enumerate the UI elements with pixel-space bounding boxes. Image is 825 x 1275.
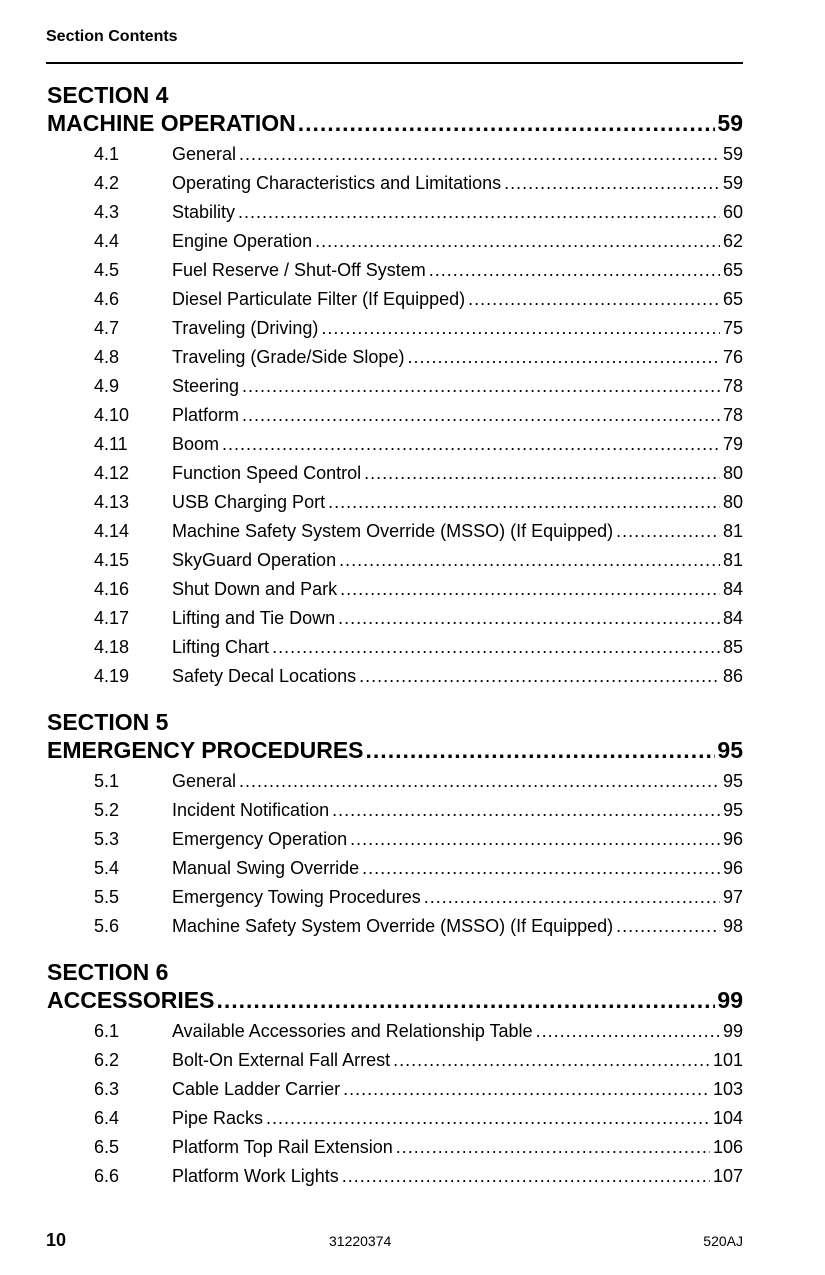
toc-entry[interactable] <box>47 829 743 858</box>
entry-title: Pipe Racks <box>172 1108 264 1128</box>
entry-page-number: 99 <box>722 1021 743 1041</box>
table-of-contents <box>47 82 743 1195</box>
entry-page-number: 81 <box>722 521 743 541</box>
entry-title: Lifting Chart <box>172 637 270 657</box>
entry-number: 4.6 <box>94 289 120 309</box>
entry-page-number: 59 <box>722 173 743 193</box>
dot-leader <box>272 637 720 658</box>
toc-entry[interactable] <box>47 347 743 376</box>
entry-number: 4.15 <box>94 550 130 570</box>
toc-entry[interactable] <box>47 318 743 347</box>
toc-entry[interactable] <box>47 405 743 434</box>
entry-number: 5.3 <box>94 829 120 849</box>
entry-title: Operating Characteristics and Limitations <box>172 173 502 193</box>
page-number: 10 <box>46 1230 67 1250</box>
entry-number: 5.1 <box>94 771 120 791</box>
section-spacer <box>47 945 743 959</box>
section-number-label: SECTION 6 <box>47 959 169 985</box>
toc-entry[interactable] <box>47 173 743 202</box>
toc-section <box>47 959 743 1195</box>
dot-leader <box>340 579 720 600</box>
entry-page-number: 75 <box>722 318 743 338</box>
dot-leader <box>343 1079 710 1100</box>
toc-entry[interactable] <box>47 579 743 608</box>
entry-page-number: 60 <box>722 202 743 222</box>
dot-leader <box>396 1137 710 1158</box>
entry-page-number: 76 <box>722 347 743 367</box>
entry-page-number: 98 <box>722 916 743 936</box>
entry-number: 4.9 <box>94 376 120 396</box>
section-page-number: 59 <box>717 110 743 136</box>
entry-number: 4.5 <box>94 260 120 280</box>
entry-page-number: 59 <box>722 144 743 164</box>
toc-entry[interactable] <box>47 1108 743 1137</box>
entry-title: Emergency Towing Procedures <box>172 887 421 907</box>
entry-number: 6.4 <box>94 1108 120 1128</box>
entry-page-number: 65 <box>722 260 743 280</box>
toc-entry[interactable] <box>47 1137 743 1166</box>
toc-section <box>47 709 743 945</box>
entry-number: 4.10 <box>94 405 130 425</box>
dot-leader <box>424 887 720 908</box>
toc-entry[interactable] <box>47 144 743 173</box>
entry-page-number: 103 <box>712 1079 743 1099</box>
toc-entry[interactable] <box>47 1166 743 1195</box>
dot-leader <box>364 463 720 484</box>
toc-entry[interactable] <box>47 1050 743 1079</box>
header-rule <box>46 62 743 64</box>
section-page-number: 99 <box>717 987 743 1013</box>
toc-entry[interactable] <box>47 434 743 463</box>
dot-leader <box>222 434 720 455</box>
dot-leader <box>342 1166 710 1187</box>
dot-leader <box>536 1021 720 1042</box>
entry-title: Cable Ladder Carrier <box>172 1079 341 1099</box>
entry-number: 5.2 <box>94 800 120 820</box>
entry-page-number: 104 <box>712 1108 743 1128</box>
entry-page-number: 96 <box>722 858 743 878</box>
dot-leader <box>616 916 720 937</box>
entry-number: 4.11 <box>94 434 128 454</box>
entry-title: Incident Notification <box>172 800 330 820</box>
entry-page-number: 84 <box>722 608 743 628</box>
entry-title: Steering <box>172 376 240 396</box>
entry-title: Safety Decal Locations <box>172 666 357 686</box>
toc-entry[interactable] <box>47 231 743 260</box>
dot-leader <box>393 1050 710 1071</box>
dot-leader <box>468 289 720 310</box>
entry-number: 4.1 <box>94 144 120 164</box>
toc-section <box>47 82 743 695</box>
entry-number: 4.4 <box>94 231 120 251</box>
entry-number: 6.6 <box>94 1166 120 1186</box>
toc-entry[interactable] <box>47 637 743 666</box>
entry-page-number: 96 <box>722 829 743 849</box>
entry-page-number: 78 <box>722 405 743 425</box>
entry-page-number: 95 <box>722 800 743 820</box>
toc-entry[interactable] <box>47 260 743 289</box>
dot-leader <box>339 550 720 571</box>
entry-number: 4.19 <box>94 666 130 686</box>
section-number-label: SECTION 4 <box>47 82 169 108</box>
entry-title: USB Charging Port <box>172 492 326 512</box>
entry-page-number: 95 <box>722 771 743 791</box>
entry-title: Boom <box>172 434 220 454</box>
entry-page-number: 80 <box>722 463 743 483</box>
entry-number: 5.6 <box>94 916 120 936</box>
entry-title: Function Speed Control <box>172 463 362 483</box>
entry-number: 6.3 <box>94 1079 120 1099</box>
dot-leader <box>216 986 715 1015</box>
dot-leader <box>242 405 720 426</box>
toc-entry[interactable] <box>47 550 743 579</box>
entry-number: 4.13 <box>94 492 130 512</box>
dot-leader <box>350 829 720 850</box>
toc-entry[interactable] <box>47 202 743 231</box>
dot-leader <box>359 666 720 687</box>
entry-title: Platform Top Rail Extension <box>172 1137 393 1157</box>
entry-title: Traveling (Grade/Side Slope) <box>172 347 405 367</box>
dot-leader <box>239 771 720 792</box>
entry-title: Emergency Operation <box>172 829 348 849</box>
section-title: MACHINE OPERATION <box>47 110 296 136</box>
dot-leader <box>239 144 720 165</box>
toc-entry[interactable] <box>47 463 743 492</box>
entry-number: 6.5 <box>94 1137 120 1157</box>
dot-leader <box>332 800 720 821</box>
entry-title: Engine Operation <box>172 231 313 251</box>
entry-page-number: 65 <box>722 289 743 309</box>
entry-title: Traveling (Driving) <box>172 318 319 338</box>
dot-leader <box>429 260 720 281</box>
toc-entry[interactable] <box>47 521 743 550</box>
entry-title: Fuel Reserve / Shut-Off System <box>172 260 426 280</box>
entry-page-number: 97 <box>722 887 743 907</box>
toc-entry[interactable] <box>47 376 743 405</box>
entry-title: Bolt-On External Fall Arrest <box>172 1050 391 1070</box>
entry-title: Lifting and Tie Down <box>172 608 336 628</box>
section-page-number: 95 <box>717 737 743 763</box>
entry-number: 4.16 <box>94 579 130 599</box>
entry-number: 4.3 <box>94 202 120 222</box>
entry-page-number: 107 <box>712 1166 743 1186</box>
entry-number: 6.1 <box>94 1021 120 1041</box>
dot-leader <box>328 492 720 513</box>
toc-entry[interactable] <box>47 916 743 945</box>
entry-title: Shut Down and Park <box>172 579 338 599</box>
dot-leader <box>266 1108 710 1129</box>
toc-entry[interactable] <box>47 1079 743 1108</box>
entry-title: Available Accessories and Relationship Table <box>172 1021 533 1041</box>
toc-entry[interactable] <box>47 1021 743 1050</box>
entry-number: 4.14 <box>94 521 130 541</box>
entry-page-number: 78 <box>722 376 743 396</box>
toc-entry[interactable] <box>47 608 743 637</box>
toc-entry[interactable] <box>47 858 743 887</box>
entry-title: General <box>172 771 237 791</box>
dot-leader <box>366 736 716 765</box>
dot-leader <box>321 318 720 339</box>
dot-leader <box>315 231 720 252</box>
dot-leader <box>504 173 720 194</box>
section-number-label: SECTION 5 <box>47 709 169 735</box>
page-header-title: Section Contents <box>46 28 178 45</box>
dot-leader <box>242 376 720 397</box>
model-label: 520AJ <box>703 1233 743 1249</box>
entry-title: Manual Swing Override <box>172 858 360 878</box>
dot-leader <box>407 347 720 368</box>
entry-page-number: 79 <box>722 434 743 454</box>
entry-page-number: 106 <box>712 1137 743 1157</box>
entry-number: 4.8 <box>94 347 120 367</box>
entry-page-number: 85 <box>722 637 743 657</box>
entry-title: Stability <box>172 202 236 222</box>
entry-number: 4.7 <box>94 318 120 338</box>
entry-number: 5.4 <box>94 858 120 878</box>
entry-page-number: 80 <box>722 492 743 512</box>
document-number: 31220374 <box>329 1233 392 1249</box>
entry-title: General <box>172 144 237 164</box>
entry-page-number: 101 <box>712 1050 743 1070</box>
entry-number: 4.2 <box>94 173 120 193</box>
section-title-link[interactable] <box>47 736 743 765</box>
entry-number: 4.12 <box>94 463 130 483</box>
entry-number: 4.18 <box>94 637 130 657</box>
entry-page-number: 62 <box>722 231 743 251</box>
dot-leader <box>362 858 720 879</box>
dot-leader <box>338 608 720 629</box>
entry-title: Platform Work Lights <box>172 1166 339 1186</box>
entry-page-number: 86 <box>722 666 743 686</box>
entry-title: Machine Safety System Override (MSSO) (If Equipped) <box>172 916 614 936</box>
section-title-link[interactable] <box>47 986 743 1015</box>
entry-title: Machine Safety System Override (MSSO) (If Equipped) <box>172 521 614 541</box>
dot-leader <box>238 202 720 223</box>
dot-leader <box>616 521 720 542</box>
toc-entry[interactable] <box>47 289 743 318</box>
dot-leader <box>298 109 716 138</box>
section-spacer <box>47 695 743 709</box>
entry-page-number: 81 <box>722 550 743 570</box>
section-title-link[interactable] <box>47 109 743 138</box>
entry-title: Platform <box>172 405 240 425</box>
toc-entry[interactable] <box>47 887 743 916</box>
entry-number: 4.17 <box>94 608 130 628</box>
entry-title: Diesel Particulate Filter (If Equipped) <box>172 289 466 309</box>
toc-entry[interactable] <box>47 771 743 800</box>
section-title: ACCESSORIES <box>47 987 215 1013</box>
entry-number: 6.2 <box>94 1050 120 1070</box>
entry-title: SkyGuard Operation <box>172 550 337 570</box>
toc-entry[interactable] <box>47 800 743 829</box>
entry-number: 5.5 <box>94 887 120 907</box>
toc-entry[interactable] <box>47 666 743 695</box>
section-title: EMERGENCY PROCEDURES <box>47 737 364 763</box>
entry-page-number: 84 <box>722 579 743 599</box>
toc-entry[interactable] <box>47 492 743 521</box>
